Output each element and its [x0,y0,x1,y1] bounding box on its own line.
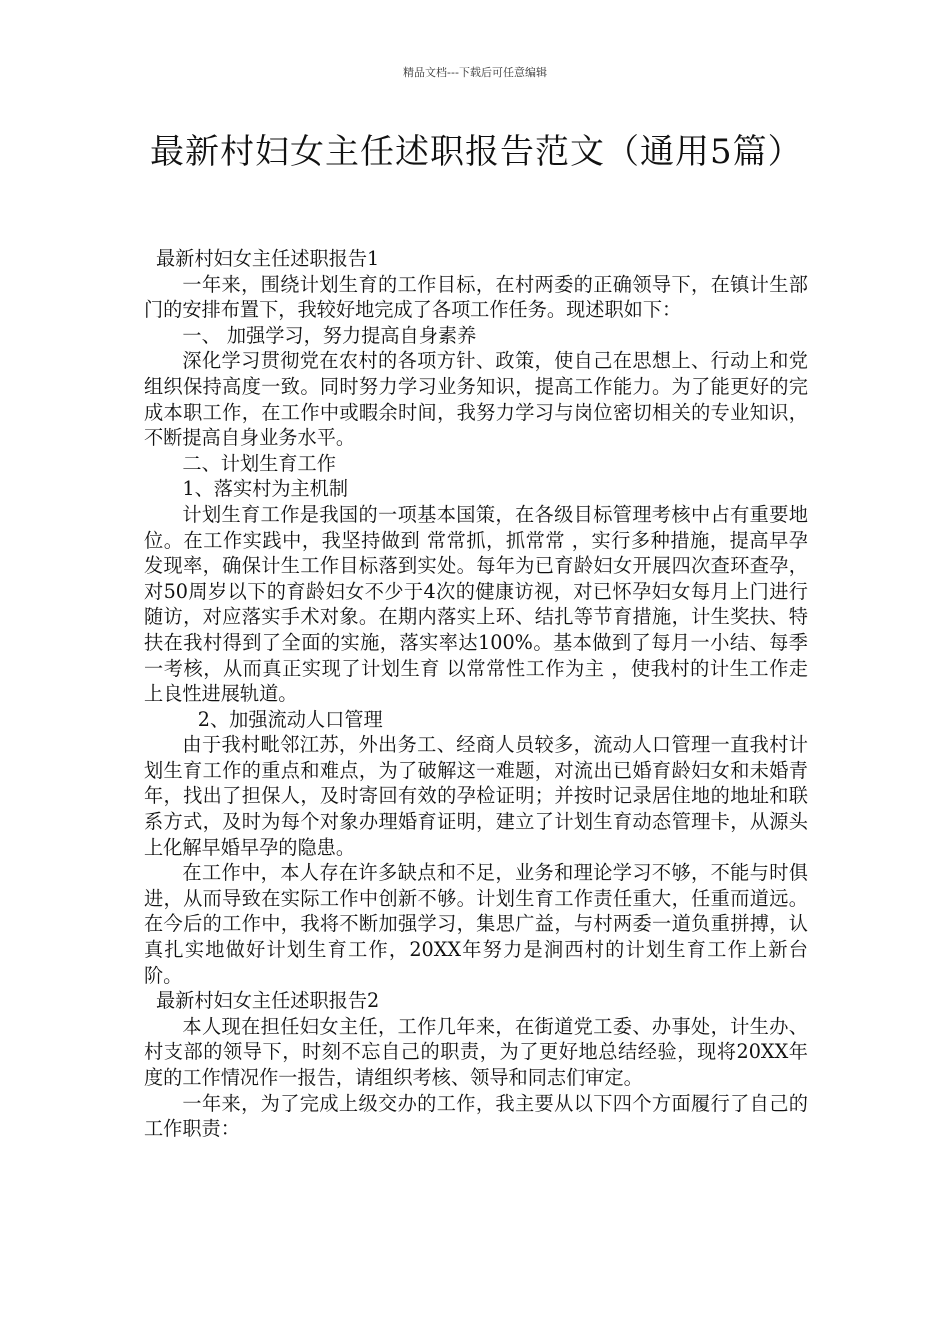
document-title: 最新村妇女主任述职报告范文（通用5篇） [150,132,803,172]
section-heading: 最新村妇女主任述职报告1 [156,247,380,270]
paragraph: 本人现在担任妇女主任，工作几年来，在街道党工委、办事处，计生办、村支部的领导下，时刻不忘自己的职责，为了更好地总结经验，现将20XX年度的工作情况作一报告，请组织考核、领导和同志们审定。 [144,1014,808,1089]
paragraph: 深化学习贯彻党在农村的各项方针、政策，使自己在思想上、行动上和党组织保持高度一致。同时努力学习业务知识，提高工作能力。为了能更好的完成本职工作，在工作中或暇余时间，我努力学习与岗位密切相关的专业知识，不断提高自身业务水平。 [144,349,808,450]
subheading: 1、落实村为主机制 [182,477,349,501]
paragraph: 一年来，围绕计划生育的工作目标，在村两委的正确领导下，在镇计生部门的安排布置下，我较好地完成了各项工作任务。现述职如下： [144,272,808,322]
paragraph: 一年来，为了完成上级交办的工作，我主要从以下四个方面履行了自己的工作职责： [144,1091,808,1141]
subheading: 一、 加强学习，努力提高自身素养 [182,323,477,347]
subheading: 二、计划生育工作 [182,451,336,475]
page-header: 精品文档---下载后可任意编辑 [403,66,547,79]
paragraph: 由于我村毗邻江苏，外出务工、经商人员较多，流动人口管理一直我村计划生育工作的重点和难点，为了破解这一难题，对流出已婚育龄妇女和未婚青年，找出了担保人，及时寄回有效的孕检证明；并按时记录居住地的地址和联系方式，及时为每个对象办理婚育证明，建立了计划生育动态管理卡，从源头上化解早婚早孕的隐患。 [144,733,808,859]
section-heading: 最新村妇女主任述职报告2 [156,989,380,1013]
paragraph: 在工作中，本人存在许多缺点和不足，业务和理论学习不够，不能与时俱进，从而导致在实际工作中创新不够。计划生育工作责任重大，任重而道远。在今后的工作中，我将不断加强学习，集思广益，与村两委一道负重拼搏，认真扎实地做好计划生育工作，20XX年努力是涧西村的计划生育工作上新台阶。 [144,861,808,987]
paragraph: 计划生育工作是我国的一项基本国策，在各级目标管理考核中占有重要地位。在工作实践中，我坚持做到 常常抓，抓常常 ，实行多种措施，提高早孕发现率，确保计生工作目标落到实处。每年为已育龄妇女开展四次查环查孕，对50周岁以下的育龄妇女不少于4次的健康访视，对已怀孕妇女每月上门进行随访，对应落实手术对象。在期内落实上环、结扎等节育措施，计生奖扶、特扶在我村得到了全面的实施，落实率达100%。基本做到了每月一小结、每季一考核，从而真正实现了计划生育 以常常性工作为主 ，使我村的计生工作走上良性进展轨道。 [144,502,808,706]
document-body [144,246,808,1142]
subheading: 2、加强流动人口管理 [197,707,383,731]
